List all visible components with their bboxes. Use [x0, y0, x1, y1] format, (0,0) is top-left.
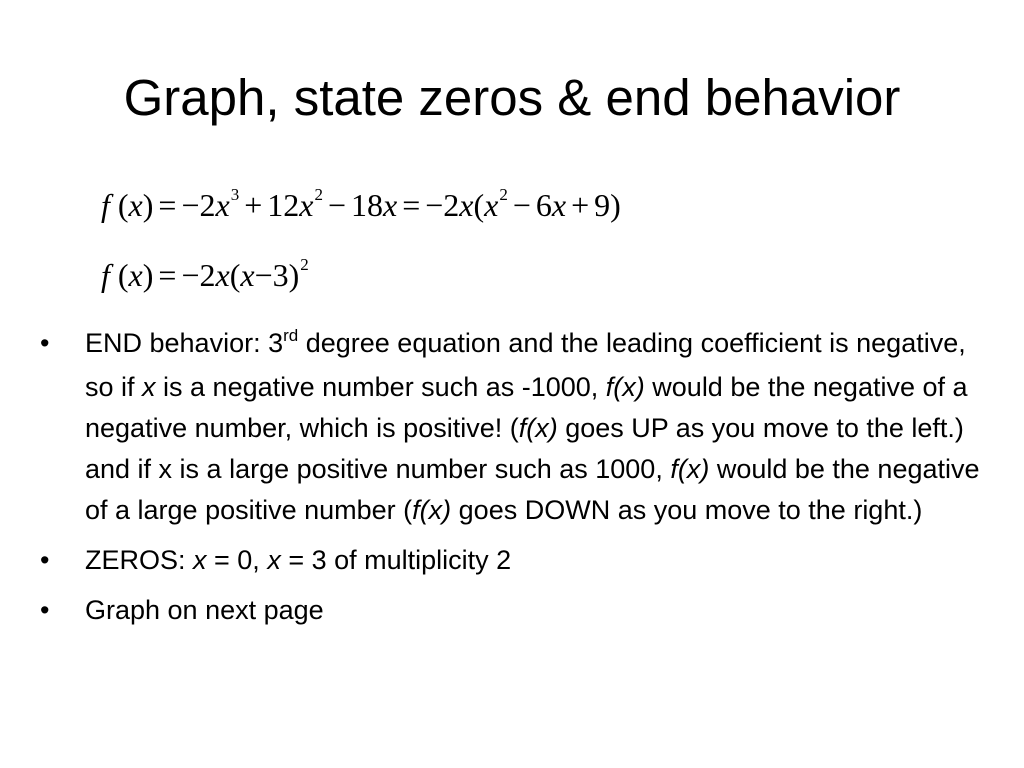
- zeros-text-3: = 3 of multiplicity 2: [280, 545, 512, 575]
- eq2-paren-close: ): [288, 257, 300, 293]
- bullet-zeros: [40, 540, 990, 581]
- end-text-6: would be the negative of a large positive number (: [85, 454, 980, 525]
- eq2-inner-var: x: [240, 257, 255, 293]
- graph-text: Graph on next page: [85, 595, 324, 625]
- eq1-term2-exp: 2: [314, 185, 323, 204]
- eq1-paren-close: ): [610, 187, 621, 223]
- end-fx-italic-3: f(x): [670, 454, 710, 484]
- eq1-lhs-close: ): [142, 187, 154, 223]
- eq2-paren-open: (: [229, 257, 241, 293]
- bullet-dot-icon: •: [40, 545, 50, 575]
- eq2-exp: 2: [300, 255, 309, 274]
- eq1-inner-minus: −: [512, 187, 531, 223]
- end-text-7: goes DOWN as you move to the right.): [451, 495, 923, 525]
- bullet-graph-next-page: [40, 590, 990, 631]
- end-text-2: degree equation and the leading coefficient is negative, so if: [85, 328, 966, 402]
- eq1-minus: −: [327, 187, 346, 223]
- eq1-inner-coef: 6: [535, 187, 552, 223]
- eq1-x: x: [128, 187, 143, 223]
- eq2-coef: −2: [181, 257, 216, 293]
- eq1-term1-exp: 3: [230, 185, 240, 204]
- eq1-f: f: [101, 187, 110, 223]
- end-x-italic: x: [142, 372, 156, 402]
- eq2-lhs-close: ): [142, 257, 154, 293]
- eq1-term3-coef: 18: [351, 187, 383, 223]
- bullet-list: [40, 323, 990, 631]
- zeros-x-italic-2: x: [267, 545, 281, 575]
- zeros-text-2: = 0,: [206, 545, 268, 575]
- end-text-3: is a negative number such as -1000,: [155, 372, 606, 402]
- bullet-dot-icon: •: [40, 595, 50, 625]
- eq1-inner-var2: x: [551, 187, 567, 223]
- slide-title: Graph, state zeros & end behavior: [123, 69, 901, 126]
- eq1-inner-exp: 2: [499, 185, 508, 204]
- eq1-term3-var: x: [383, 187, 398, 223]
- zeros-text-1: ZEROS:: [85, 545, 194, 575]
- eq2-x: x: [128, 257, 143, 293]
- eq1-inner-var1: x: [484, 187, 499, 223]
- eq2-var: x: [215, 257, 230, 293]
- eq1-paren-open: (: [473, 187, 485, 223]
- eq2-lhs-open: (: [109, 257, 129, 293]
- end-superscript: rd: [283, 326, 299, 345]
- eq2-inner-minus: −: [254, 257, 273, 293]
- eq1-term1-var: x: [215, 187, 230, 223]
- end-fx-italic-4: f(x): [412, 495, 452, 525]
- zeros-x-italic-1: x: [193, 545, 207, 575]
- eq1-equals-2: =: [402, 187, 421, 223]
- eq1-inner-const: 9: [594, 187, 611, 223]
- end-text-4: would be the negative of a negative number, which is positive! (: [85, 372, 968, 443]
- end-fx-italic-2: f(x): [518, 413, 558, 443]
- factored-equation-line-1: [101, 185, 621, 231]
- end-fx-italic-1: f(x): [605, 372, 645, 402]
- eq2-equals: =: [158, 257, 177, 293]
- end-text-5: goes UP as you move to the left.) and if x is a large positive number such as 1000,: [85, 413, 964, 484]
- eq1-term2-var: x: [299, 187, 314, 223]
- eq1-factor-coef: −2: [425, 187, 460, 223]
- eq1-plus: +: [244, 187, 263, 223]
- bullet-end-behavior: [40, 323, 990, 531]
- eq2-inner-const: 3: [272, 257, 289, 293]
- eq1-factor-var: x: [459, 187, 474, 223]
- eq1-equals: =: [158, 187, 177, 223]
- eq2-f: f: [101, 257, 110, 293]
- factored-equation-line-2: [101, 255, 309, 301]
- eq1-term2-coef: 12: [267, 187, 300, 223]
- eq1-lhs-open: (: [109, 187, 129, 223]
- eq1-term1-coef: −2: [181, 187, 216, 223]
- end-text-1: END behavior: 3: [85, 328, 284, 358]
- bullet-dot-icon: •: [40, 328, 50, 358]
- eq1-inner-plus: +: [571, 187, 590, 223]
